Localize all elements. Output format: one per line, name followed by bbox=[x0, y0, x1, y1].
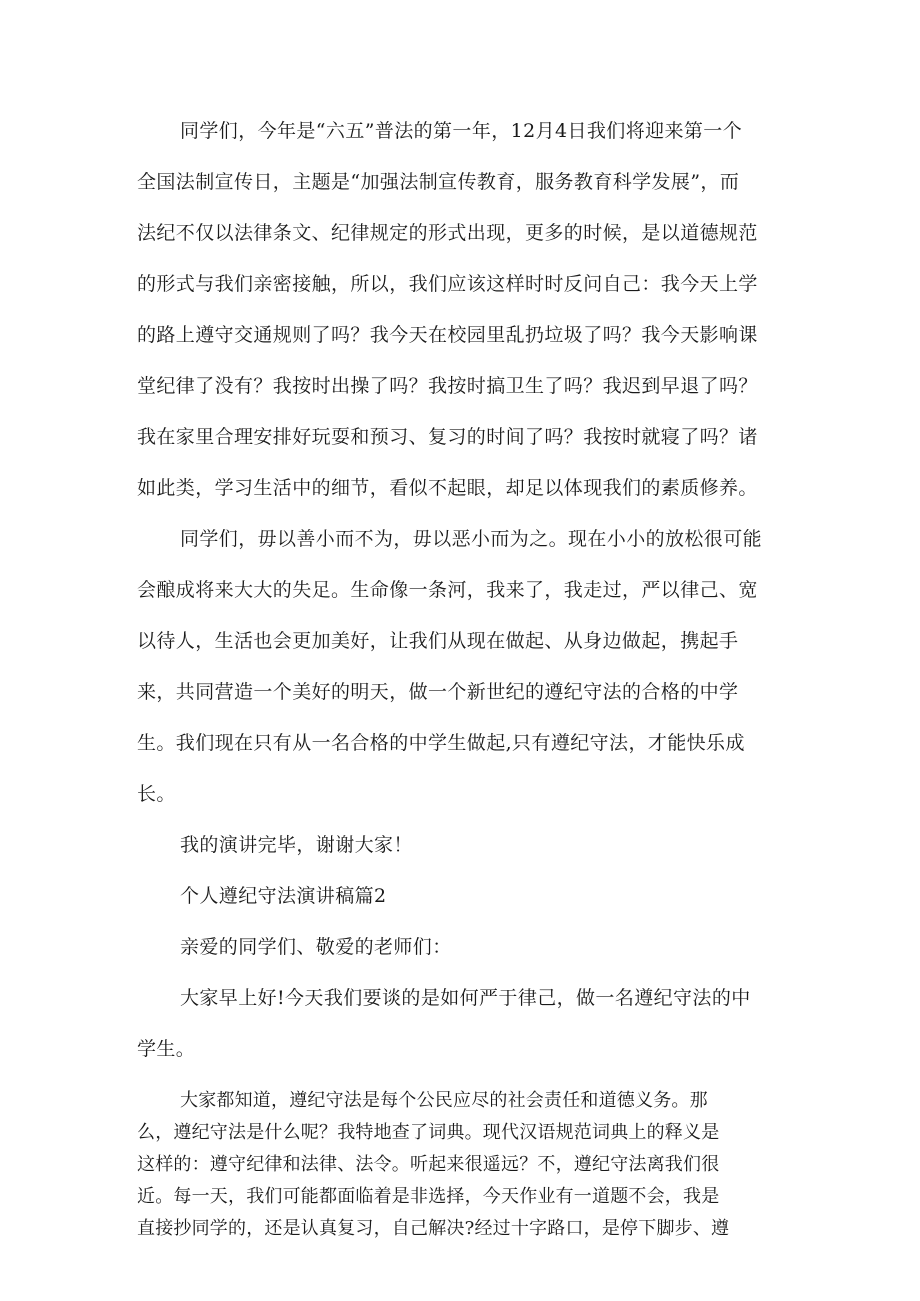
paragraph-4-line-4: 近。每一天，我们可能都面临着是非选择，今天作业有一道题不会，我是 bbox=[137, 1186, 720, 1207]
paragraph-1-line-2: 全国法制宣传日，主题是“加强法制宣传教育，服务教育科学发展”，而 bbox=[137, 171, 740, 193]
paragraph-2-line-2: 会酿成将来大大的失足。生命像一条河，我来了，我走过，严以律己、宽 bbox=[137, 579, 758, 601]
closing-remark: 我的演讲完毕，谢谢大家！ bbox=[180, 834, 413, 856]
paragraph-1-line-3: 法纪不仅以法律条文、纪律规定的形式出现，更多的时候，是以道德规范 bbox=[137, 222, 758, 244]
paragraph-2-line-6: 长。 bbox=[137, 783, 176, 805]
paragraph-1-line-1: 同学们，今年是“六五”普法的第一年，12月4日我们将迎来第一个 bbox=[180, 120, 743, 142]
paragraph-2-line-1: 同学们，毋以善小而不为，毋以恶小而为之。现在小小的放松很可能 bbox=[180, 528, 763, 550]
paragraph-2-line-3: 以待人，生活也会更加美好，让我们从现在做起、从身边做起，携起手 bbox=[137, 630, 739, 652]
paragraph-1-line-8: 如此类，学习生活中的细节，看似不起眼，却足以体现我们的素质修养。 bbox=[137, 477, 758, 499]
paragraph-4-line-2: 么，遵纪守法是什么呢？我特地查了词典。现代汉语规范词典上的释义是 bbox=[137, 1122, 720, 1143]
paragraph-2-line-5: 生。我们现在只有从一名合格的中学生做起,只有遵纪守法，才能快乐成 bbox=[137, 732, 745, 754]
section-heading: 个人遵纪守法演讲稿篇2 bbox=[180, 885, 387, 907]
paragraph-4-line-1: 大家都知道，遵纪守法是每个公民应尽的社会责任和道德义务。那 bbox=[180, 1090, 708, 1111]
paragraph-1-line-5: 的路上遵守交通规则了吗？我今天在校园里乱扔垃圾了吗？我今天影响课 bbox=[137, 324, 758, 346]
paragraph-4-line-5: 直接抄同学的，还是认真复习，自己解决?经过十字路口，是停下脚步、遵 bbox=[137, 1218, 730, 1239]
paragraph-3-line-1: 大家早上好!今天我们要谈的是如何严于律己，做一名遵纪守法的中 bbox=[180, 987, 751, 1009]
paragraph-2-line-4: 来，共同营造一个美好的明天，做一个新世纪的遵纪守法的合格的中学 bbox=[137, 681, 739, 703]
paragraph-1-line-6: 堂纪律了没有？我按时出操了吗？我按时搞卫生了吗？我迟到早退了吗？ bbox=[137, 375, 758, 397]
paragraph-4-line-3: 这样的：遵守纪律和法律、法令。听起来很遥远？不，遵纪守法离我们很 bbox=[137, 1154, 720, 1175]
salutation: 亲爱的同学们、敬爱的老师们： bbox=[180, 936, 452, 958]
paragraph-3-line-2: 学生。 bbox=[137, 1038, 196, 1060]
paragraph-1-line-7: 我在家里合理安排好玩耍和预习、复习的时间了吗？我按时就寝了吗？诸 bbox=[137, 426, 758, 448]
paragraph-1-line-4: 的形式与我们亲密接触，所以，我们应该这样时时反问自己：我今天上学 bbox=[137, 273, 758, 295]
